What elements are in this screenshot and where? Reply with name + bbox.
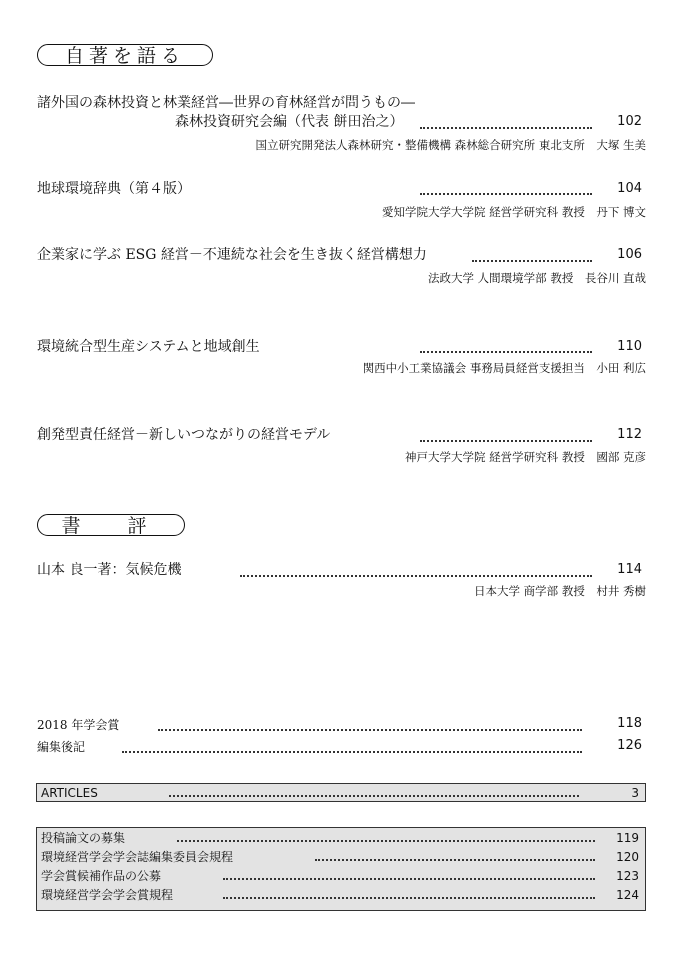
review-title: 山本 良一著：気候危機 bbox=[37, 562, 182, 578]
notice-row bbox=[37, 867, 645, 886]
notice-label: 環境経営学会学会誌編集委員会規程 bbox=[41, 850, 234, 864]
entry-page: 112 bbox=[617, 427, 642, 442]
leader-dots bbox=[420, 193, 592, 195]
articles-bar bbox=[36, 783, 646, 802]
misc-item-page: 126 bbox=[617, 738, 642, 753]
leader-dots bbox=[169, 795, 579, 797]
review-page: 114 bbox=[617, 562, 642, 577]
notices-box bbox=[36, 827, 646, 911]
entry-subtitle: 森林投資研究会編（代表 餅田治之） bbox=[175, 114, 404, 130]
entry-title: 企業家に学ぶ ESG 経営－不連続な社会を生き抜く経営構想力 bbox=[37, 247, 427, 263]
leader-dots bbox=[223, 897, 595, 899]
notice-page: 124 bbox=[616, 888, 639, 902]
entry-page: 102 bbox=[617, 114, 642, 129]
notice-label: 環境経営学会学会賞規程 bbox=[41, 888, 174, 902]
entry-title: 創発型責任経営－新しいつながりの経営モデル bbox=[37, 427, 331, 443]
entry-title: 地球環境辞典（第４版） bbox=[37, 181, 191, 197]
entry-page: 110 bbox=[617, 339, 642, 354]
leader-dots bbox=[420, 127, 592, 129]
notice-row bbox=[37, 886, 645, 905]
leader-dots bbox=[158, 729, 582, 731]
notice-row bbox=[37, 829, 645, 848]
entry-author: 国立研究開発法人森林研究・整備機構 森林総合研究所 東北支所 大塚 生美 bbox=[255, 138, 646, 152]
entry-author: 法政大学 人間環境学部 教授 長谷川 直哉 bbox=[428, 271, 646, 285]
entry-title: 環境統合型生産システムと地域創生 bbox=[37, 339, 260, 355]
notice-page: 120 bbox=[616, 850, 639, 864]
review-author: 日本大学 商学部 教授 村井 秀樹 bbox=[474, 584, 646, 598]
leader-dots bbox=[315, 859, 595, 861]
section-heading-self-authored: 自著を語る bbox=[37, 44, 213, 66]
notice-label: 投稿論文の募集 bbox=[41, 831, 126, 845]
leader-dots bbox=[472, 260, 592, 262]
notice-page: 123 bbox=[616, 869, 639, 883]
entry-author: 神戸大学大学院 経営学研究科 教授 國部 克彦 bbox=[405, 450, 646, 464]
entry-title: 諸外国の森林投資と林業経営―世界の育林経営が問うもの― bbox=[37, 95, 415, 111]
entry-page: 106 bbox=[617, 247, 642, 262]
section-heading-book-review: 書 評 bbox=[37, 514, 185, 536]
notice-label: 学会賞候補作品の公募 bbox=[41, 869, 162, 883]
entry-author: 関西中小工業協議会 事務局員経営支援担当 小田 利広 bbox=[362, 361, 646, 375]
entry-page: 104 bbox=[617, 181, 642, 196]
articles-page: 3 bbox=[631, 786, 639, 800]
notice-page: 119 bbox=[616, 831, 639, 845]
leader-dots bbox=[177, 840, 595, 842]
leader-dots bbox=[223, 878, 595, 880]
notice-row bbox=[37, 848, 645, 867]
entry-author: 愛知学院大学大学院 経営学研究科 教授 丹下 博文 bbox=[382, 205, 646, 219]
articles-label: ARTICLES bbox=[41, 786, 98, 800]
leader-dots bbox=[420, 440, 592, 442]
leader-dots bbox=[240, 575, 592, 577]
misc-item-label: 2018 年学会賞 bbox=[37, 718, 120, 732]
misc-item-label: 編集後記 bbox=[37, 740, 86, 754]
leader-dots bbox=[420, 351, 592, 353]
misc-item-page: 118 bbox=[617, 716, 642, 731]
leader-dots bbox=[122, 751, 582, 753]
